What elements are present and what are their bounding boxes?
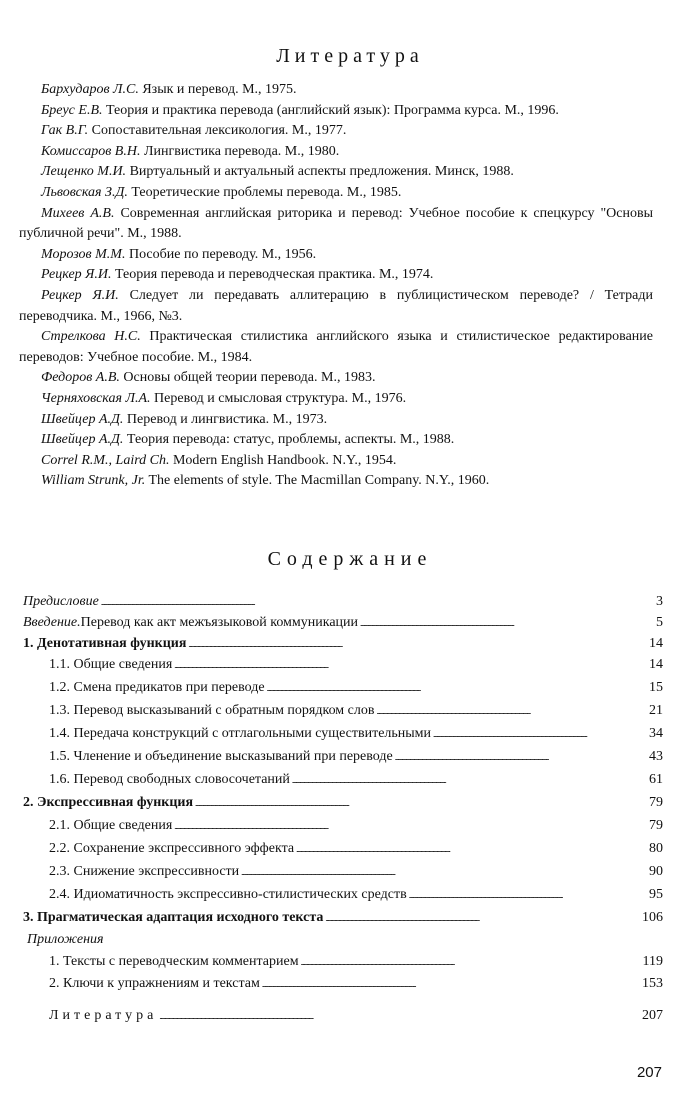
- reference-text: Виртуальный и актуальный аспекты предложения. Минск, 1988.: [126, 164, 514, 180]
- toc-leader-dots: [409, 885, 611, 906]
- reference-author: Швейцер А.Д.: [41, 411, 124, 427]
- reference-text: Перевод и смысловая структура. М., 1976.: [150, 390, 407, 406]
- reference-author: Стрелкова Н.С.: [41, 329, 141, 345]
- reference-author: Комиссаров В.Н.: [41, 143, 141, 159]
- toc-entry-chapter-3[interactable]: [23, 908, 663, 928]
- reference-author: Федоров А.В.: [41, 370, 120, 386]
- toc-page-number: 34: [649, 726, 663, 741]
- toc-page-number: 43: [649, 749, 663, 764]
- reference-author: Михеев А.В.: [41, 205, 115, 221]
- toc-entry-label: Введение.: [23, 615, 81, 630]
- toc-leader-dots: [101, 592, 611, 613]
- reference-text: Современная английская риторика и перевод: Учебное пособие к спецкурсу "Основы публичной речи". М., 1988.: [19, 205, 653, 242]
- toc-page-number: 21: [649, 703, 663, 718]
- toc-entry-label: Литература: [49, 1008, 158, 1023]
- toc-entry-label: 3. Прагматическая адаптация исходного текста: [23, 910, 324, 925]
- toc-leader-dots: [292, 770, 611, 791]
- reference-text: Лингвистика перевода. М., 1980.: [140, 143, 340, 159]
- toc-entry-label: 1.5. Членение и объединение высказываний при переводе: [49, 749, 393, 764]
- reference-item: [19, 204, 653, 245]
- toc-leader-dots: [376, 701, 611, 722]
- toc-leader-dots: [433, 724, 611, 745]
- toc-entry-label: 1.3. Перевод высказываний с обратным порядком слов: [49, 703, 375, 718]
- toc-entry-section[interactable]: [23, 724, 663, 744]
- toc-entry-label: Приложения: [27, 932, 104, 947]
- toc-entry-label: 2.2. Сохранение экспрессивного эффекта: [49, 841, 295, 856]
- toc-entry-label-rest: Перевод как акт межъязыковой коммуникации: [80, 615, 359, 630]
- toc-page-number: 5: [656, 615, 663, 630]
- toc-page-number: 106: [642, 910, 663, 925]
- reference-item: [19, 265, 653, 286]
- toc-entry-section[interactable]: [23, 655, 663, 675]
- reference-author: William Strunk, Jr.: [41, 473, 146, 489]
- toc-page-number: 119: [642, 954, 663, 969]
- toc-entry-appendix[interactable]: [23, 952, 663, 972]
- toc-entry-label: 2.1. Общие сведения: [49, 818, 173, 833]
- references-list: [19, 80, 653, 492]
- literature-heading: Литература: [276, 45, 424, 67]
- toc-page-number: 95: [649, 887, 663, 902]
- toc-leader-dots: [296, 839, 611, 860]
- reference-author: Гак В.Г.: [41, 123, 89, 139]
- toc-leader-dots: [195, 793, 611, 814]
- toc-page-number: 153: [642, 976, 663, 991]
- toc-leader-dots: [241, 862, 611, 883]
- toc-leader-dots: [360, 613, 611, 634]
- page-number: 207: [636, 1064, 662, 1081]
- reference-author: Бархударов Л.С.: [41, 82, 139, 97]
- reference-text: Теория и практика перевода (английский язык): Программа курса. М., 1996.: [102, 102, 559, 118]
- reference-author: Correl R.M., Laird Ch.: [41, 452, 170, 468]
- toc-entry-label: 1.2. Смена предикатов при переводе: [49, 680, 265, 695]
- toc-entry-appendices[interactable]: [23, 930, 663, 950]
- reference-item: [19, 389, 653, 410]
- reference-item: [19, 245, 653, 266]
- reference-item: [19, 410, 653, 431]
- toc-leader-dots: [174, 655, 611, 676]
- toc-entry-label: 1. Денотативная функция: [23, 636, 187, 651]
- reference-text: Modern English Handbook. N.Y., 1954.: [169, 452, 397, 468]
- toc-leader-dots: [301, 952, 611, 973]
- toc-page-number: 207: [642, 1008, 663, 1023]
- toc-leader-dots: [159, 1006, 611, 1027]
- toc-page-number: 61: [649, 772, 663, 787]
- toc-entry-section[interactable]: [23, 862, 663, 882]
- toc-entry-section[interactable]: [23, 770, 663, 790]
- toc-page-number: 90: [649, 864, 663, 879]
- reference-author: Бреус Е.В.: [41, 102, 103, 118]
- reference-text: Основы общей теории перевода. М., 1983.: [119, 370, 376, 386]
- toc-leader-dots: [325, 908, 611, 929]
- toc-entry-label: 1. Тексты с переводческим комментарием: [49, 954, 299, 969]
- toc-entry-label: 1.4. Передача конструкций с отглагольными существительными: [49, 726, 432, 741]
- toc-entry-preface[interactable]: [23, 592, 663, 612]
- toc-page-number: 14: [649, 636, 663, 651]
- toc-entry-label: Предисловие: [23, 594, 99, 609]
- reference-item: [19, 121, 653, 142]
- reference-author: Рецкер Я.И.: [41, 267, 112, 283]
- toc-page-number: 79: [649, 795, 663, 810]
- toc-entry-chapter-1[interactable]: [23, 634, 663, 654]
- toc-page-number: 79: [649, 818, 663, 833]
- toc-entry-section[interactable]: [23, 885, 663, 905]
- reference-text: Сопоставительная лексикология. М., 1977.: [88, 123, 347, 139]
- reference-item: [19, 80, 653, 101]
- toc-entry-chapter-2[interactable]: [23, 793, 663, 813]
- reference-text: Теоретические проблемы перевода. М., 1985.: [127, 184, 402, 200]
- reference-author: Швейцер А.Д.: [41, 432, 124, 448]
- reference-item: [19, 327, 653, 368]
- contents-heading: Содержание: [267, 548, 433, 570]
- reference-item: [19, 451, 653, 472]
- toc-leader-dots: [174, 816, 611, 837]
- toc-leader-dots: [267, 678, 611, 699]
- toc-entry-section[interactable]: [23, 678, 663, 698]
- reference-author: Лещенко М.И.: [41, 164, 127, 180]
- reference-text: Следует ли передавать аллитерацию в публицистическом переводе? / Тетради переводчика. М., 1966, №3.: [19, 287, 653, 324]
- toc-leader-dots: [262, 974, 611, 995]
- reference-item: [19, 368, 653, 389]
- reference-author: Морозов М.М.: [41, 246, 126, 262]
- toc-entry-section[interactable]: [23, 701, 663, 721]
- toc-entry-label: 2.3. Снижение экспрессивности: [49, 864, 240, 879]
- toc-entry-label: 2.4. Идиоматичность экспрессивно-стилистических средств: [49, 887, 407, 902]
- toc-entry-label: 2. Ключи к упражнениям и текстам: [49, 976, 260, 991]
- toc-page-number: 15: [649, 680, 663, 695]
- toc-leader-dots: [188, 634, 611, 655]
- reference-item: [19, 142, 653, 163]
- toc-entry-literature[interactable]: [23, 1006, 663, 1026]
- toc-entry-section[interactable]: [23, 747, 663, 767]
- toc-page-number: 3: [656, 594, 663, 609]
- reference-text: The elements of style. The Macmillan Company. N.Y., 1960.: [145, 473, 490, 489]
- reference-text: Пособие по переводу. М., 1956.: [125, 246, 317, 262]
- toc-page-number: 14: [649, 657, 663, 672]
- reference-item: [19, 183, 653, 204]
- toc-entry-label: 1.6. Перевод свободных словосочетаний: [49, 772, 290, 787]
- toc-entry-appendix[interactable]: [23, 974, 663, 994]
- toc-entry-section[interactable]: [23, 816, 663, 836]
- reference-text: Язык и перевод. М., 1975.: [138, 82, 297, 97]
- reference-text: Теория перевода: статус, проблемы, аспекты. М., 1988.: [123, 432, 455, 448]
- reference-text: Теория перевода и переводческая практика. М., 1974.: [111, 267, 434, 283]
- toc-entry-label: 1.1. Общие сведения: [49, 657, 173, 672]
- reference-author: Рецкер Я.И.: [41, 287, 119, 303]
- reference-text: Практическая стилистика английского языка и стилистическое редактирование переводов: Учебное пособие. М., 1984.: [19, 329, 653, 365]
- reference-author: Черняховская Л.А.: [41, 390, 151, 406]
- reference-item: [19, 101, 653, 122]
- reference-item: [19, 286, 653, 327]
- toc-page-number: 80: [649, 841, 663, 856]
- toc-leader-dots: [395, 747, 611, 768]
- reference-item: [19, 471, 653, 492]
- reference-text: Перевод и лингвистика. М., 1973.: [123, 411, 328, 427]
- reference-author: Львовская З.Д.: [41, 184, 128, 200]
- reference-item: [19, 162, 653, 183]
- toc-entry-section[interactable]: [23, 839, 663, 859]
- reference-item: [19, 430, 653, 451]
- toc-entry-label: 2. Экспрессивная функция: [23, 795, 194, 810]
- toc-entry-introduction[interactable]: [23, 613, 663, 633]
